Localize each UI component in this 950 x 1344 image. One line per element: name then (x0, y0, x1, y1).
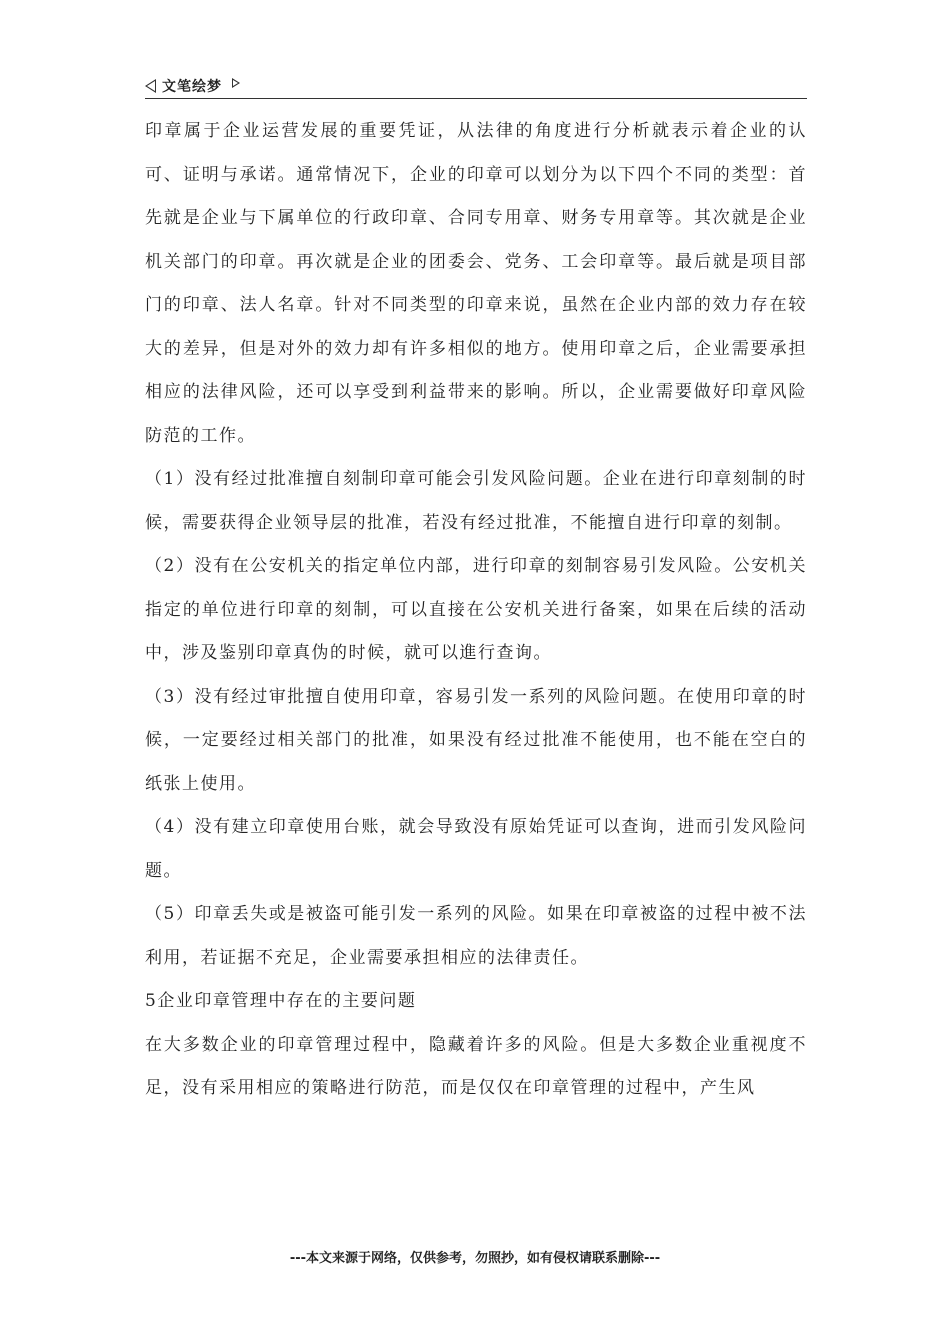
paragraph-section-5: 在大多数企业的印章管理过程中，隐藏着许多的风险。但是大多数企业重视度不足，没有采用相应的策略进行防范，而是仅仅在印章管理的过程中，产生风 (145, 1034, 807, 1098)
section-heading: 5企业印章管理中存在的主要问题 (145, 991, 417, 1011)
paragraph-intro: 印章属于企业运营发展的重要凭证，从法律的角度进行分析就表示着企业的认可、证明与承诺。通常情况下，企业的印章可以划分为以下四个不同的类型：首先就是企业与下属单位的行政印章、合同专用章、财务专用章等。其次就是企业机关部门的印章。再次就是企业的团委会、党务、工会印章等。最后就是项目部门的印章、法人名章。针对不同类型的印章来说，虽然在企业内部的效力存在较大的差异，但是对外的效力却有许多相似的地方。使用印章之后，企业需要承担相应的法律风险，还可以享受到利益带来的影响。所以，企业需要做好印章风险防范的工作。 (145, 121, 807, 446)
paragraph-risk-3: （3）没有经过审批擅自使用印章，容易引发一系列的风险问题。在使用印章的时候，一定要经过相关部门的批准，如果没有经过批准不能使用，也不能在空白的纸张上使用。 (145, 686, 807, 794)
left-triangle-icon (145, 79, 156, 93)
paragraph-risk-5: （5）印章丢失或是被盗可能引发一系列的风险。如果在印章被盗的过程中被不法利用，若证据不充足，企业需要承担相应的法律责任。 (145, 904, 807, 968)
paragraph-risk-1: （1）没有经过批准擅自刻制印章可能会引发风险问题。企业在进行印章刻制的时候，需要获得企业领导层的批准，若没有经过批准，不能擅自进行印章的刻制。 (145, 469, 807, 533)
page-header (145, 74, 807, 99)
brand-name: 文笔绘梦 (162, 79, 222, 95)
paragraph-risk-4: （4）没有建立印章使用台账，就会导致没有原始凭证可以查询，进而引发风险问题。 (145, 817, 807, 881)
right-triangle-icon (232, 78, 240, 88)
document-body (145, 110, 807, 1111)
page-footer: ---本文来源于网络，仅供参考，勿照抄，如有侵权请联系删除--- (289, 1251, 661, 1266)
paragraph-risk-2: （2）没有在公安机关的指定单位内部，进行印章的刻制容易引发风险。公安机关指定的单位进行印章的刻制，可以直接在公安机关进行备案，如果在后续的活动中，涉及鉴别印章真伪的时候，就可以進行查询。 (145, 556, 807, 663)
